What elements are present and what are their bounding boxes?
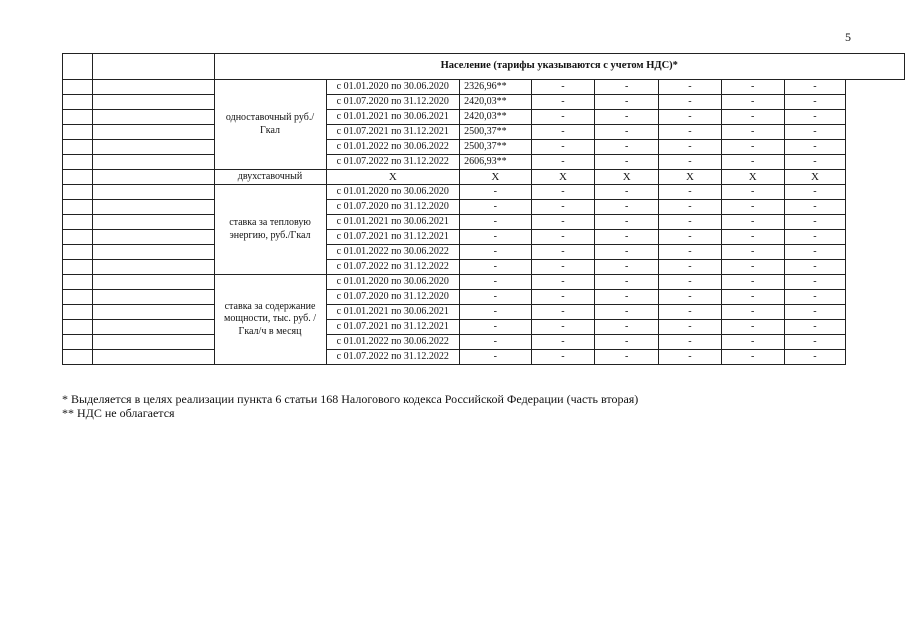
table-cell: - bbox=[784, 230, 846, 245]
period-cell: с 01.01.2020 по 30.06.2020 bbox=[326, 80, 460, 95]
table-cell: - bbox=[531, 290, 595, 305]
blank-cell bbox=[93, 95, 214, 110]
table-row bbox=[63, 54, 905, 80]
table-cell: - bbox=[531, 260, 595, 275]
tariff-value: 2500,37** bbox=[460, 140, 531, 155]
tariff-value: 2326,96** bbox=[460, 80, 531, 95]
table-cell: - bbox=[595, 230, 659, 245]
table-cell: X bbox=[659, 170, 722, 185]
blank-cell bbox=[63, 305, 93, 320]
table-cell: - bbox=[531, 230, 595, 245]
table-cell: - bbox=[721, 185, 784, 200]
table-cell: - bbox=[595, 335, 659, 350]
table-cell: - bbox=[784, 140, 846, 155]
table-cell: - bbox=[784, 335, 846, 350]
table-row bbox=[63, 335, 905, 350]
table-cell: - bbox=[784, 290, 846, 305]
table-cell: - bbox=[784, 185, 846, 200]
table-cell: - bbox=[721, 215, 784, 230]
blank-cell bbox=[93, 110, 214, 125]
blank-cell bbox=[63, 230, 93, 245]
group-label: ставка за тепловую энергию, руб./Гкал bbox=[214, 185, 326, 275]
blank-cell bbox=[63, 200, 93, 215]
blank-cell bbox=[63, 275, 93, 290]
table-cell: - bbox=[595, 110, 659, 125]
table-cell: - bbox=[721, 80, 784, 95]
tariff-value: - bbox=[460, 215, 531, 230]
table-cell: X bbox=[595, 170, 659, 185]
table-row bbox=[63, 155, 905, 170]
blank-cell bbox=[93, 140, 214, 155]
table-cell: - bbox=[784, 215, 846, 230]
table-row bbox=[63, 170, 905, 185]
table-cell: - bbox=[721, 275, 784, 290]
table-cell: - bbox=[531, 185, 595, 200]
table-cell: - bbox=[659, 290, 722, 305]
table-cell: - bbox=[721, 155, 784, 170]
period-cell: с 01.01.2021 по 30.06.2021 bbox=[326, 110, 460, 125]
tariff-value: - bbox=[460, 305, 531, 320]
table-cell: - bbox=[659, 80, 722, 95]
table-cell: - bbox=[659, 350, 722, 365]
footnote-vat-allocation: * Выделяется в целях реализации пункта 6 статьи 168 Налогового кодекса Российской Федерации (часть вторая) bbox=[62, 392, 639, 406]
blank-cell bbox=[63, 125, 93, 140]
table-cell: - bbox=[595, 185, 659, 200]
blank-cell bbox=[63, 335, 93, 350]
table-row bbox=[63, 260, 905, 275]
tariff-value: - bbox=[460, 350, 531, 365]
blank-cell bbox=[93, 245, 214, 260]
table-row bbox=[63, 185, 905, 200]
table-row bbox=[63, 230, 905, 245]
table-cell: - bbox=[659, 125, 722, 140]
blank-cell bbox=[93, 54, 214, 80]
table-cell: X bbox=[531, 170, 595, 185]
period-cell: с 01.01.2020 по 30.06.2020 bbox=[326, 185, 460, 200]
table-cell: - bbox=[595, 200, 659, 215]
table-cell: - bbox=[595, 95, 659, 110]
period-cell: с 01.01.2022 по 30.06.2022 bbox=[326, 335, 460, 350]
table-cell: - bbox=[721, 245, 784, 260]
tariff-value: - bbox=[460, 200, 531, 215]
table-cell: - bbox=[784, 305, 846, 320]
blank-cell bbox=[63, 155, 93, 170]
period-cell: с 01.07.2022 по 31.12.2022 bbox=[326, 155, 460, 170]
table-cell: - bbox=[721, 95, 784, 110]
period-cell: с 01.07.2020 по 31.12.2020 bbox=[326, 95, 460, 110]
blank-cell bbox=[63, 80, 93, 95]
blank-cell bbox=[93, 305, 214, 320]
table-cell: - bbox=[659, 155, 722, 170]
period-cell: с 01.07.2021 по 31.12.2021 bbox=[326, 125, 460, 140]
tariff-value: - bbox=[460, 275, 531, 290]
table-cell: - bbox=[784, 95, 846, 110]
blank-cell bbox=[93, 200, 214, 215]
group-label: ставка за содержание мощности, тыс. руб. /Гкал/ч в месяц bbox=[214, 275, 326, 365]
table-row bbox=[63, 140, 905, 155]
period-cell: с 01.01.2022 по 30.06.2022 bbox=[326, 140, 460, 155]
blank-cell bbox=[93, 350, 214, 365]
tariff-value: 2420,03** bbox=[460, 110, 531, 125]
table-cell: - bbox=[659, 335, 722, 350]
table-cell: X bbox=[721, 170, 784, 185]
table-cell: - bbox=[659, 200, 722, 215]
table-cell: - bbox=[595, 140, 659, 155]
period-cell: с 01.07.2020 по 31.12.2020 bbox=[326, 290, 460, 305]
tariff-value: - bbox=[460, 260, 531, 275]
table-row bbox=[63, 80, 905, 95]
blank-cell bbox=[63, 140, 93, 155]
table-row bbox=[63, 110, 905, 125]
table-cell: - bbox=[531, 305, 595, 320]
table-cell: - bbox=[659, 305, 722, 320]
table-cell: - bbox=[784, 110, 846, 125]
table-cell: - bbox=[595, 125, 659, 140]
table-cell: - bbox=[659, 320, 722, 335]
table-cell: - bbox=[595, 275, 659, 290]
blank-cell bbox=[63, 320, 93, 335]
table-cell: - bbox=[721, 140, 784, 155]
table-cell: - bbox=[659, 110, 722, 125]
table-cell: - bbox=[784, 275, 846, 290]
period-cell: с 01.07.2022 по 31.12.2022 bbox=[326, 350, 460, 365]
table-cell: - bbox=[784, 245, 846, 260]
blank-cell bbox=[63, 290, 93, 305]
table-cell: - bbox=[531, 155, 595, 170]
table-row bbox=[63, 305, 905, 320]
blank-cell bbox=[63, 110, 93, 125]
tariff-value: - bbox=[460, 335, 531, 350]
table-cell: - bbox=[531, 125, 595, 140]
table-row bbox=[63, 200, 905, 215]
table-cell: - bbox=[721, 350, 784, 365]
table-cell: X bbox=[784, 170, 846, 185]
blank-cell bbox=[93, 275, 214, 290]
tariff-value: - bbox=[460, 320, 531, 335]
group-label: одноставочный руб./Гкал bbox=[214, 80, 326, 170]
table-cell: - bbox=[595, 320, 659, 335]
table-cell: - bbox=[784, 260, 846, 275]
table-cell: - bbox=[721, 110, 784, 125]
table-cell: - bbox=[595, 305, 659, 320]
table-cell: - bbox=[721, 200, 784, 215]
tariff-value: - bbox=[460, 230, 531, 245]
table-cell: - bbox=[531, 110, 595, 125]
tariff-value: 2606,93** bbox=[460, 155, 531, 170]
blank-cell bbox=[93, 290, 214, 305]
table-cell: - bbox=[531, 215, 595, 230]
page-number: 5 bbox=[845, 30, 851, 44]
blank-cell bbox=[93, 155, 214, 170]
table-cell: - bbox=[721, 320, 784, 335]
table-cell: - bbox=[659, 260, 722, 275]
tariff-value: - bbox=[460, 290, 531, 305]
tariff-value: - bbox=[460, 245, 531, 260]
footnote-vat-exempt: ** НДС не облагается bbox=[62, 406, 175, 420]
blank-cell bbox=[93, 230, 214, 245]
table-cell: - bbox=[784, 155, 846, 170]
blank-cell bbox=[63, 260, 93, 275]
blank-cell bbox=[63, 350, 93, 365]
period-cell: с 01.07.2020 по 31.12.2020 bbox=[326, 200, 460, 215]
blank-cell bbox=[63, 185, 93, 200]
table-cell: - bbox=[721, 230, 784, 245]
blank-cell bbox=[63, 54, 93, 80]
blank-cell bbox=[63, 95, 93, 110]
tariff-value: 2500,37** bbox=[460, 125, 531, 140]
footnotes bbox=[62, 392, 638, 420]
table-cell: X bbox=[326, 170, 460, 185]
period-cell: с 01.01.2021 по 30.06.2021 bbox=[326, 215, 460, 230]
table-cell: - bbox=[595, 290, 659, 305]
table-cell: - bbox=[659, 230, 722, 245]
table-cell: - bbox=[531, 245, 595, 260]
table-cell: - bbox=[531, 275, 595, 290]
table-cell: - bbox=[531, 335, 595, 350]
table-cell: - bbox=[721, 305, 784, 320]
table-cell: - bbox=[784, 320, 846, 335]
table-cell: - bbox=[721, 335, 784, 350]
blank-cell bbox=[63, 245, 93, 260]
table-cell: - bbox=[531, 350, 595, 365]
table-cell: - bbox=[659, 245, 722, 260]
table-cell: - bbox=[531, 200, 595, 215]
period-cell: с 01.07.2021 по 31.12.2021 bbox=[326, 230, 460, 245]
period-cell: с 01.01.2022 по 30.06.2022 bbox=[326, 245, 460, 260]
blank-cell bbox=[93, 335, 214, 350]
table-cell: X bbox=[460, 170, 531, 185]
tariff-value: - bbox=[460, 185, 531, 200]
blank-cell bbox=[93, 185, 214, 200]
table-header: Население (тарифы указываются с учетом НДС)* bbox=[214, 54, 904, 80]
period-cell: с 01.01.2020 по 30.06.2020 bbox=[326, 275, 460, 290]
table-row bbox=[63, 125, 905, 140]
table-cell: - bbox=[784, 80, 846, 95]
group-label: двухставочный bbox=[214, 170, 326, 185]
table-cell: - bbox=[784, 125, 846, 140]
table-cell: - bbox=[531, 80, 595, 95]
blank-cell bbox=[63, 215, 93, 230]
table-cell: - bbox=[721, 125, 784, 140]
table-cell: - bbox=[531, 95, 595, 110]
blank-cell bbox=[63, 170, 93, 185]
blank-cell bbox=[93, 170, 214, 185]
table-cell: - bbox=[659, 275, 722, 290]
period-cell: с 01.01.2021 по 30.06.2021 bbox=[326, 305, 460, 320]
blank-cell bbox=[93, 320, 214, 335]
table-cell: - bbox=[721, 260, 784, 275]
table-cell: - bbox=[531, 320, 595, 335]
table-row bbox=[63, 290, 905, 305]
table-cell: - bbox=[784, 350, 846, 365]
table-cell: - bbox=[659, 215, 722, 230]
table-cell: - bbox=[595, 245, 659, 260]
table-cell: - bbox=[659, 140, 722, 155]
table-cell: - bbox=[784, 200, 846, 215]
blank-cell bbox=[93, 80, 214, 95]
table-cell: - bbox=[595, 155, 659, 170]
table-cell: - bbox=[595, 215, 659, 230]
table-row bbox=[63, 350, 905, 365]
table-row bbox=[63, 215, 905, 230]
tariff-table bbox=[62, 53, 905, 365]
table-row bbox=[63, 95, 905, 110]
blank-cell bbox=[93, 215, 214, 230]
tariff-value: 2420,03** bbox=[460, 95, 531, 110]
table-cell: - bbox=[721, 290, 784, 305]
table-row bbox=[63, 275, 905, 290]
table-cell: - bbox=[659, 95, 722, 110]
table-cell: - bbox=[595, 350, 659, 365]
table-cell: - bbox=[595, 260, 659, 275]
blank-cell bbox=[93, 260, 214, 275]
table-row bbox=[63, 245, 905, 260]
period-cell: с 01.07.2022 по 31.12.2022 bbox=[326, 260, 460, 275]
table-cell: - bbox=[531, 140, 595, 155]
blank-cell bbox=[93, 125, 214, 140]
table-cell: - bbox=[659, 185, 722, 200]
period-cell: с 01.07.2021 по 31.12.2021 bbox=[326, 320, 460, 335]
table-row bbox=[63, 320, 905, 335]
table-cell: - bbox=[595, 80, 659, 95]
